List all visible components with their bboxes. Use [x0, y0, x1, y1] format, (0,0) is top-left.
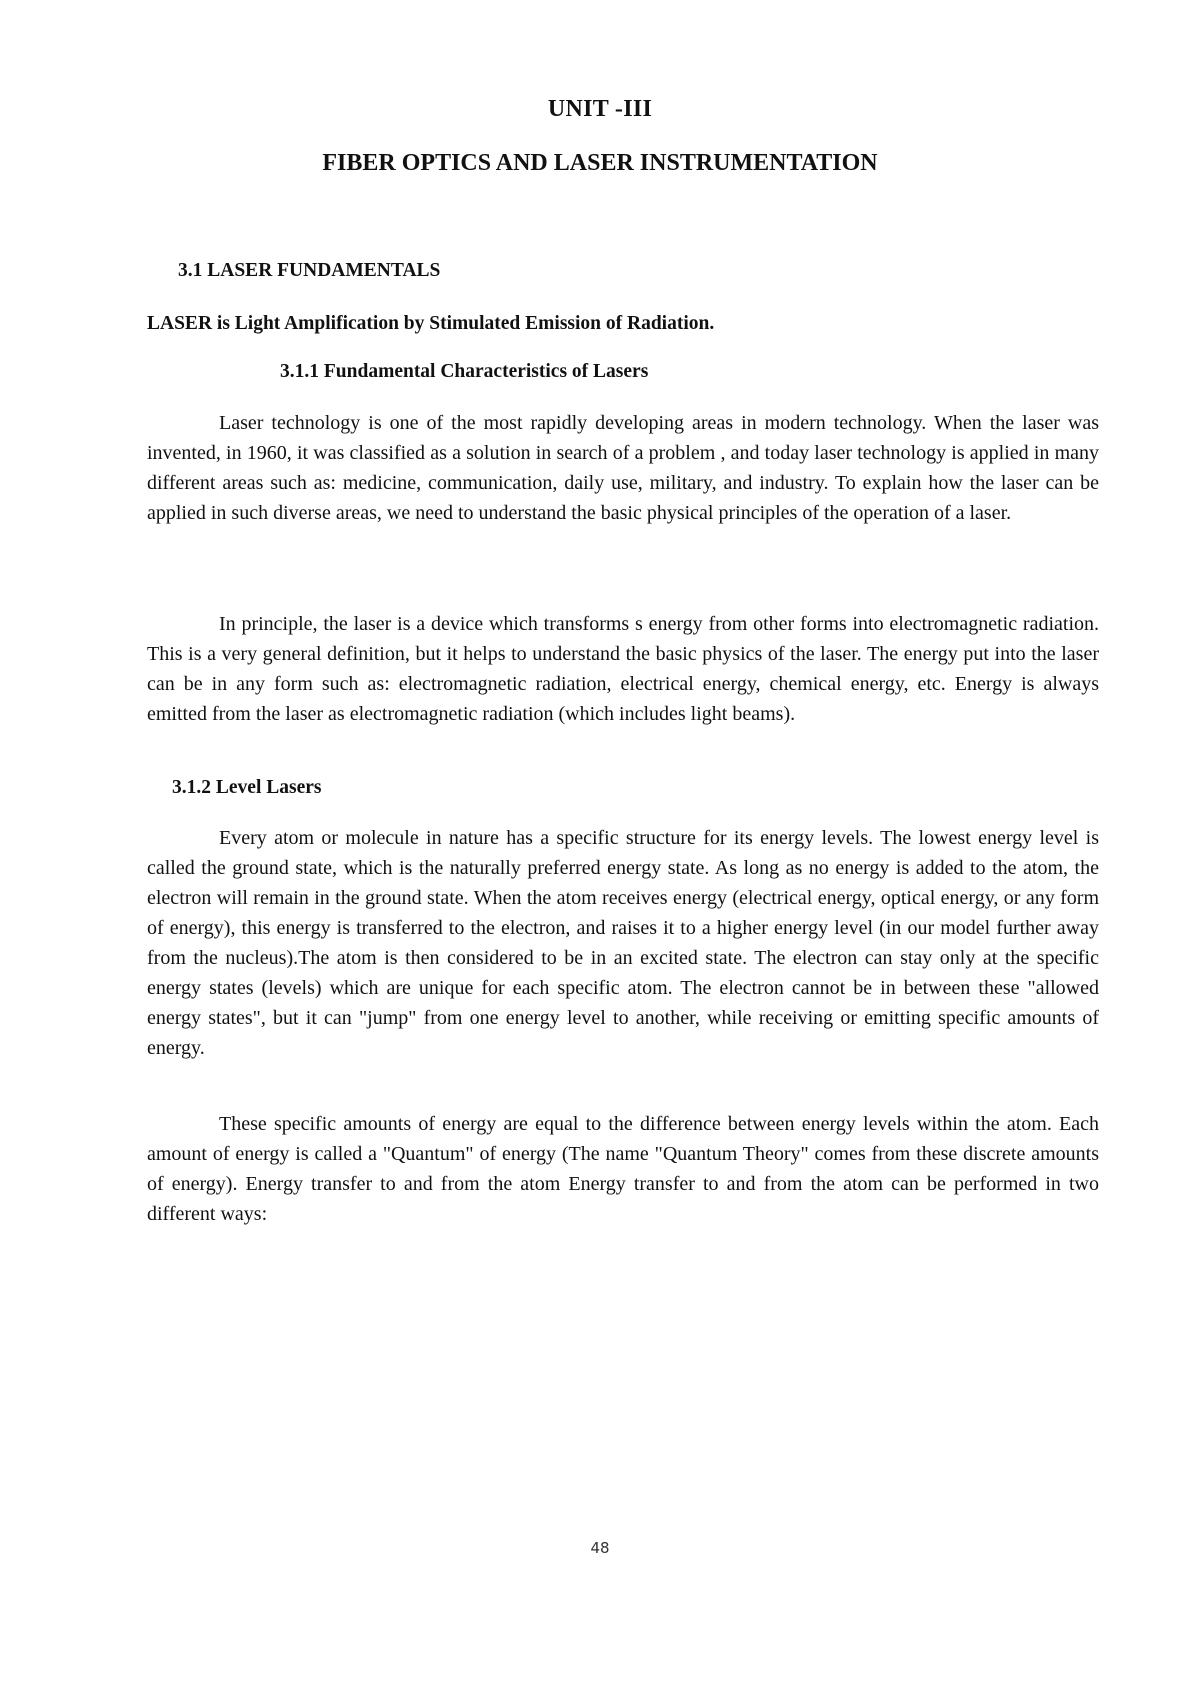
subsection-heading-characteristics: 3.1.1 Fundamental Characteristics of Lasers	[280, 361, 649, 382]
unit-title: UNIT -III	[547, 96, 653, 122]
chapter-title: FIBER OPTICS AND LASER INSTRUMENTATION	[322, 150, 878, 176]
subsection-heading-level-lasers: 3.1.2 Level Lasers	[172, 777, 322, 798]
paragraph-laser-principle: In principle, the laser is a device which transforms s energy from other forms into electromagnetic radiation. This is a very general definition, but it helps to understand the basic physics of the laser. The energy put into the laser can be in any form such as: electromagnetic radiation, electrical energy, chemical energy, etc. Energy is always emitted from the laser as electromagnetic radiation (which includes light beams).	[147, 613, 1099, 725]
paragraph-laser-technology: Laser technology is one of the most rapidly developing areas in modern technology. When the laser was invented, in 1960, it was classified as a solution in search of a problem , and today laser technology is applied in many different areas such as: medicine, communication, daily use, military, and industry. To explain how the laser can be applied in such diverse areas, we need to understand the basic physical principles of the operation of a laser.	[147, 412, 1099, 524]
paragraph-quantum-energy: These specific amounts of energy are equal to the difference between energy levels within the atom. Each amount of energy is called a "Quantum" of energy (The name "Quantum Theory" comes from these discrete amounts of energy). Energy transfer to and from the atom Energy transfer to and from the atom can be performed in two different ways:	[147, 1113, 1099, 1225]
page-number: 48	[590, 1539, 610, 1557]
section-heading: 3.1 LASER FUNDAMENTALS	[178, 260, 441, 281]
paragraph-energy-levels: Every atom or molecule in nature has a specific structure for its energy levels. The lowest energy level is called the ground state, which is the naturally preferred energy state. As long as no energy is added to the atom, the electron will remain in the ground state. When the atom receives energy (electrical energy, optical energy, or any form of energy), this energy is transferred to the electron, and raises it to a higher energy level (in our model further away from the nucleus).The atom is then considered to be in an excited state. The electron can stay only at the specific energy states (levels) which are unique for each specific atom. The electron cannot be in between these "allowed energy states", but it can "jump" from one energy level to another, while receiving or emitting specific amounts of energy.	[147, 827, 1099, 1059]
laser-definition: LASER is Light Amplification by Stimulated Emission of Radiation.	[147, 313, 715, 334]
